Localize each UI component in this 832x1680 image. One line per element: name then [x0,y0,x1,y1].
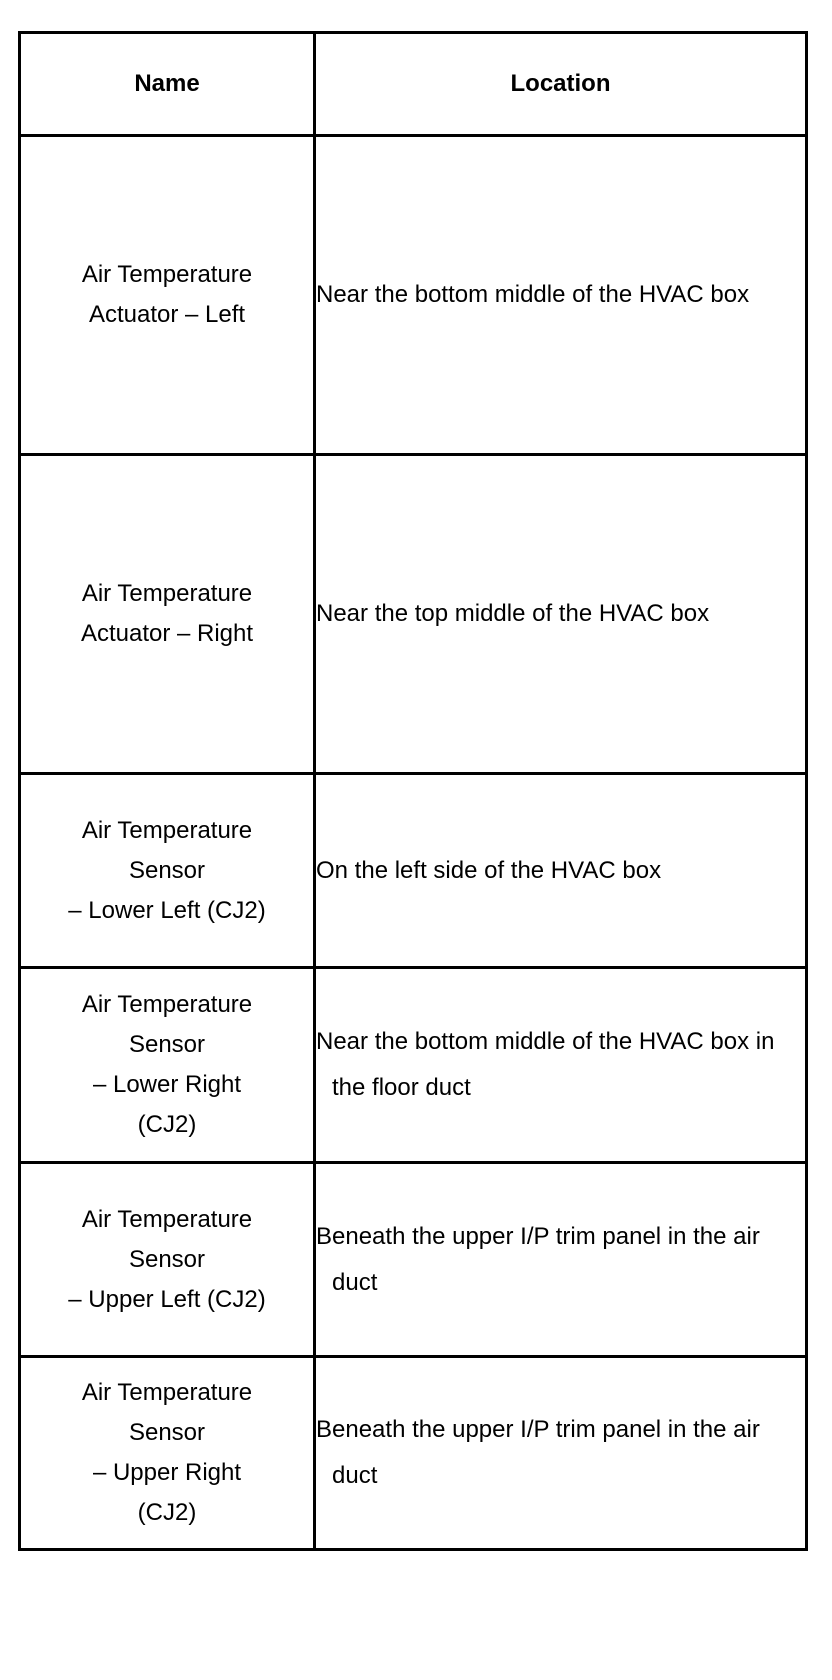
name-line: Air Temperature [81,816,253,844]
name-cell [20,774,315,968]
name-cell [20,455,315,774]
name-line: Air Temperature [81,580,253,607]
name-line: Sensor [128,856,206,884]
name-line: Air Temperature [81,261,253,288]
location-text: Beneath the upper I/P trim panel in the air duct [316,1222,760,1296]
header-name: Name [20,33,315,136]
table-row [20,1357,807,1550]
location-cell [315,774,807,968]
name-line: Actuator – Left [88,301,246,328]
location-text: Near the top middle of the HVAC box [316,600,710,627]
name-line: (CJ2) [137,1111,197,1138]
header-row [20,33,807,136]
name-line: – Upper Left (CJ2) [68,1285,266,1313]
location-cell [315,968,807,1163]
location-cell [315,1357,807,1550]
location-cell [315,1163,807,1357]
location-cell [315,455,807,774]
name-line: Actuator – Right [80,620,254,647]
table-row [20,136,807,455]
name-line: – Lower Left (CJ2) [68,896,266,924]
name-line: – Lower Right [92,1071,242,1098]
location-text: On the left side of the HVAC box [316,856,662,884]
table-row [20,774,807,968]
location-text: Beneath the upper I/P trim panel in the air duct [316,1416,760,1489]
name-line: Sensor [128,1245,206,1273]
name-cell [20,1357,315,1550]
name-cell [20,136,315,455]
location-text: Near the bottom middle of the HVAC box [316,281,750,308]
name-cell [20,968,315,1163]
table-row [20,968,807,1163]
name-line: – Upper Right [92,1459,242,1486]
name-line: (CJ2) [137,1499,197,1526]
table-row [20,455,807,774]
location-cell [315,136,807,455]
header-location: Location [315,33,807,136]
name-line: Air Temperature [81,1205,253,1233]
component-location-table [18,31,808,1551]
name-line: Air Temperature [81,1379,253,1406]
name-cell [20,1163,315,1357]
name-line: Sensor [128,1419,206,1446]
table-row [20,1163,807,1357]
name-line: Air Temperature [81,991,253,1018]
location-text: Near the bottom middle of the HVAC box in the floor duct [316,1028,775,1101]
name-line: Sensor [128,1031,206,1058]
